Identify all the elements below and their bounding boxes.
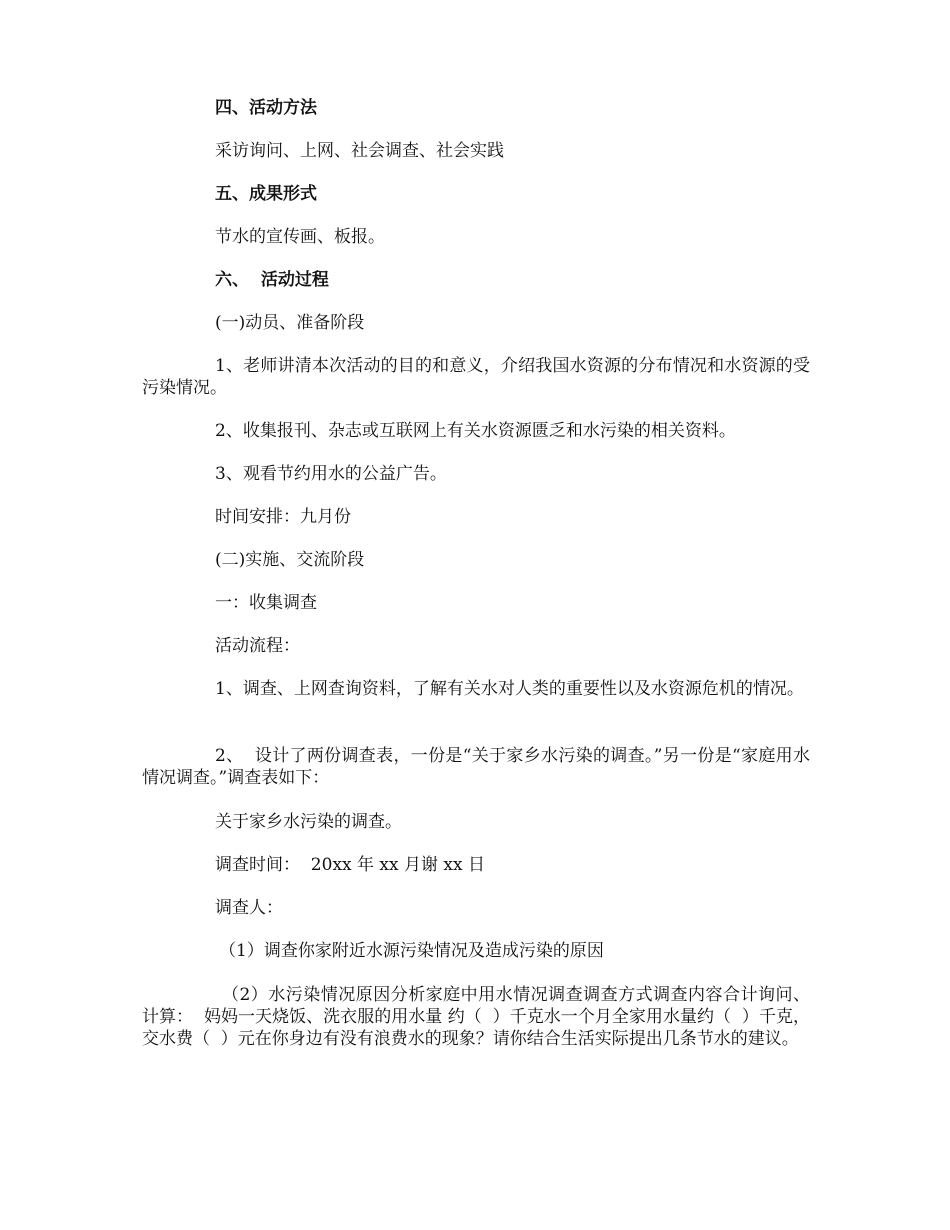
stage-title-implementation: (二)实施、交流阶段 <box>215 550 365 570</box>
section-heading-process: 六、 活动过程 <box>215 270 329 290</box>
preparation-time: 时间安排：九月份 <box>215 507 351 527</box>
preparation-item-2: 2、收集报刊、杂志或互联网上有关水资源匮乏和水污染的相关资料。 <box>215 421 736 441</box>
sub-heading-collect-survey: 一：收集调查 <box>215 593 317 613</box>
section-heading-methods: 四、活动方法 <box>215 98 317 118</box>
activity-flow-label: 活动流程： <box>215 636 300 656</box>
survey-time: 调查时间： 20xx 年 xx 月谢 xx 日 <box>215 855 485 875</box>
survey-title: 关于家乡水污染的调查。 <box>215 812 402 832</box>
preparation-item-3: 3、观看节约用水的公益广告。 <box>215 464 447 484</box>
stage-title-preparation: (一)动员、准备阶段 <box>215 313 365 333</box>
survey-question-2: （2）水污染情况原因分析家庭中用水情况调查调查方式调查内容合计询问、计算： 妈妈一天烧饭、洗衣服的用水量 约（ ）千克水一个月全家用水量约（ ）千克，交水费（ ）元在你身边有没有浪费水的现象？请你结合生活实际提出几条节水的建议。 <box>142 985 810 1049</box>
flow-item-1: 1、调查、上网查询资料，了解有关水对人类的重要性以及水资源危机的情况。 <box>215 679 804 699</box>
preparation-item-1: 1、老师讲清本次活动的目的和意义，介绍我国水资源的分布情况和水资源的受污染情况。 <box>142 356 810 398</box>
flow-item-2: 2、 设计了两份调查表，一份是“关于家乡水污染的调查。”另一份是“家庭用水情况调查。”调查表如下： <box>142 746 810 788</box>
section-heading-results: 五、成果形式 <box>215 184 317 204</box>
methods-text: 采访询问、上网、社会调查、社会实践 <box>215 141 504 161</box>
surveyor-label: 调查人： <box>215 898 283 918</box>
survey-question-1: （1）调查你家附近水源污染情况及造成污染的原因 <box>219 941 604 961</box>
results-text: 节水的宣传画、板报。 <box>215 227 385 247</box>
